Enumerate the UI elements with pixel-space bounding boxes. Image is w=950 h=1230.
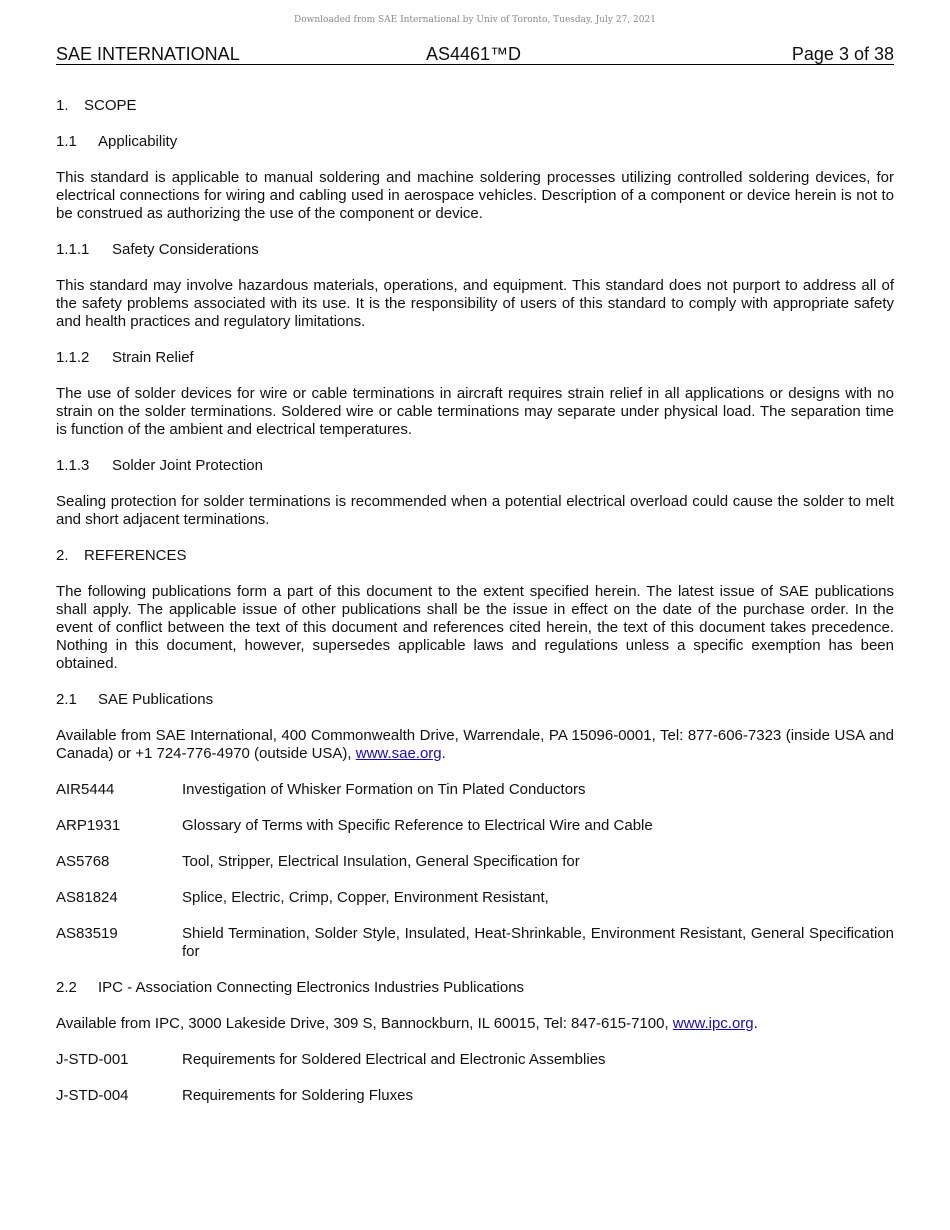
reference-title: Shield Termination, Solder Style, Insulated, Heat-Shrinkable, Environment Resistant, General Specification for bbox=[182, 925, 894, 960]
availability-text: Available from SAE International, 400 Commonwealth Drive, Warrendale, PA 15096-0001, Tel: 877-606-7323 (inside USA and Canada) or +1 724-776-4970 (outside USA), bbox=[56, 727, 894, 762]
ipc-website-link[interactable]: www.ipc.org bbox=[672, 1015, 754, 1032]
heading-number: 2.2 bbox=[56, 979, 77, 996]
paragraph-solder-joint: Sealing protection for solder terminations is recommended when a potential electrical overload could cause the solder to melt and short adjacent terminations. bbox=[56, 493, 894, 528]
sae-reference-list bbox=[56, 781, 894, 961]
heading-scope bbox=[56, 97, 894, 115]
heading-number: 2. bbox=[56, 547, 69, 564]
heading-number: 2.1 bbox=[56, 691, 77, 708]
paragraph-safety: This standard may involve hazardous materials, operations, and equipment. This standard does not purport to address all of the safety problems associated with its use. It is the responsibility of users of this standard to comply with appropriate safety and health practices and regulatory limitations. bbox=[56, 277, 894, 330]
reference-code: AS83519 bbox=[56, 925, 118, 942]
reference-code: AS5768 bbox=[56, 853, 110, 870]
paragraph-ipc-availability: Available from IPC, 3000 Lakeside Drive, 309 S, Bannockburn, IL 60015, Tel: 847-615-7100, www.ipc.org. bbox=[56, 1015, 758, 1032]
heading-number: 1.1.3 bbox=[56, 457, 90, 474]
reference-item bbox=[56, 781, 894, 799]
heading-title: SAE Publications bbox=[98, 691, 214, 708]
ipc-reference-list bbox=[56, 1051, 894, 1105]
reference-title: Splice, Electric, Crimp, Copper, Environment Resistant, bbox=[182, 889, 549, 906]
reference-item bbox=[56, 1087, 894, 1105]
reference-item bbox=[56, 925, 894, 961]
download-watermark: Downloaded from SAE International by Univ of Toronto, Tuesday, July 27, 2021 bbox=[294, 15, 656, 25]
sae-website-link[interactable]: www.sae.org bbox=[355, 745, 442, 762]
reference-item bbox=[56, 889, 894, 907]
reference-title: Requirements for Soldering Fluxes bbox=[182, 1087, 413, 1104]
page-header bbox=[56, 44, 894, 65]
heading-strain-relief bbox=[56, 349, 894, 367]
heading-references bbox=[56, 547, 894, 565]
reference-title: Requirements for Soldered Electrical and Electronic Assemblies bbox=[182, 1051, 606, 1068]
header-org: SAE INTERNATIONAL bbox=[56, 44, 240, 64]
reference-item bbox=[56, 853, 894, 871]
reference-title: Investigation of Whisker Formation on Tin Plated Conductors bbox=[182, 781, 586, 798]
paragraph-sae-availability: Available from SAE International, 400 Commonwealth Drive, Warrendale, PA 15096-0001, Tel: 877-606-7323 (inside USA and Canada) or +1 724-776-4970 (outside USA), www.sae.org. bbox=[56, 727, 894, 762]
reference-item bbox=[56, 817, 894, 835]
heading-number: 1.1.1 bbox=[56, 241, 90, 258]
header-page-number: Page 3 of 38 bbox=[791, 44, 894, 64]
reference-code: J-STD-001 bbox=[56, 1051, 129, 1068]
reference-code: AS81824 bbox=[56, 889, 118, 906]
paragraph-applicability: This standard is applicable to manual soldering and machine soldering processes utilizing controlled soldering devices, for electrical connections for wiring and cabling used in aerospace vehicles. Description of a component or device herein is not to be construed as authorizing the use of the component or device. bbox=[56, 169, 894, 222]
availability-text: Available from IPC, 3000 Lakeside Drive, 309 S, Bannockburn, IL 60015, Tel: 847-615-7100, bbox=[56, 1015, 673, 1032]
reference-title: Glossary of Terms with Specific Reference to Electrical Wire and Cable bbox=[182, 817, 653, 834]
heading-ipc-publications bbox=[56, 979, 894, 997]
heading-title: REFERENCES bbox=[84, 547, 187, 564]
heading-solder-joint bbox=[56, 457, 894, 475]
heading-title: Safety Considerations bbox=[112, 241, 259, 258]
paragraph-references: The following publications form a part of this document to the extent specified herein. The latest issue of SAE publications shall apply. The applicable issue of other publications shall be the issue in effect on the date of the purchase order. In the event of conflict between the text of this document and references cited herein, the text of this document takes precedence. Nothing in this document, however, supersedes applicable laws and regulations unless a specific exemption has been obtained. bbox=[56, 583, 894, 672]
heading-title: Applicability bbox=[98, 133, 178, 150]
heading-title: Solder Joint Protection bbox=[112, 457, 263, 474]
document-body bbox=[56, 97, 894, 1123]
heading-applicability bbox=[56, 133, 894, 151]
reference-code: AIR5444 bbox=[56, 781, 115, 798]
heading-title: SCOPE bbox=[84, 97, 137, 114]
heading-title: IPC - Association Connecting Electronics Industries Publications bbox=[98, 979, 525, 996]
heading-number: 1.1 bbox=[56, 133, 77, 150]
header-doc-id: AS4461™D bbox=[426, 44, 522, 64]
reference-title: Tool, Stripper, Electrical Insulation, General Specification for bbox=[182, 853, 580, 870]
paragraph-strain-relief: The use of solder devices for wire or cable terminations in aircraft requires strain relief in all applications or designs with no strain on the solder terminations. Soldered wire or cable terminations may separate under physical load. The separation time is function of the ambient and electrical temperatures. bbox=[56, 385, 894, 438]
heading-sae-publications bbox=[56, 691, 894, 709]
heading-number: 1.1.2 bbox=[56, 349, 90, 366]
heading-safety bbox=[56, 241, 894, 259]
heading-title: Strain Relief bbox=[112, 349, 194, 366]
reference-code: J-STD-004 bbox=[56, 1087, 129, 1104]
reference-item bbox=[56, 1051, 894, 1069]
reference-code: ARP1931 bbox=[56, 817, 121, 834]
heading-number: 1. bbox=[56, 97, 69, 114]
